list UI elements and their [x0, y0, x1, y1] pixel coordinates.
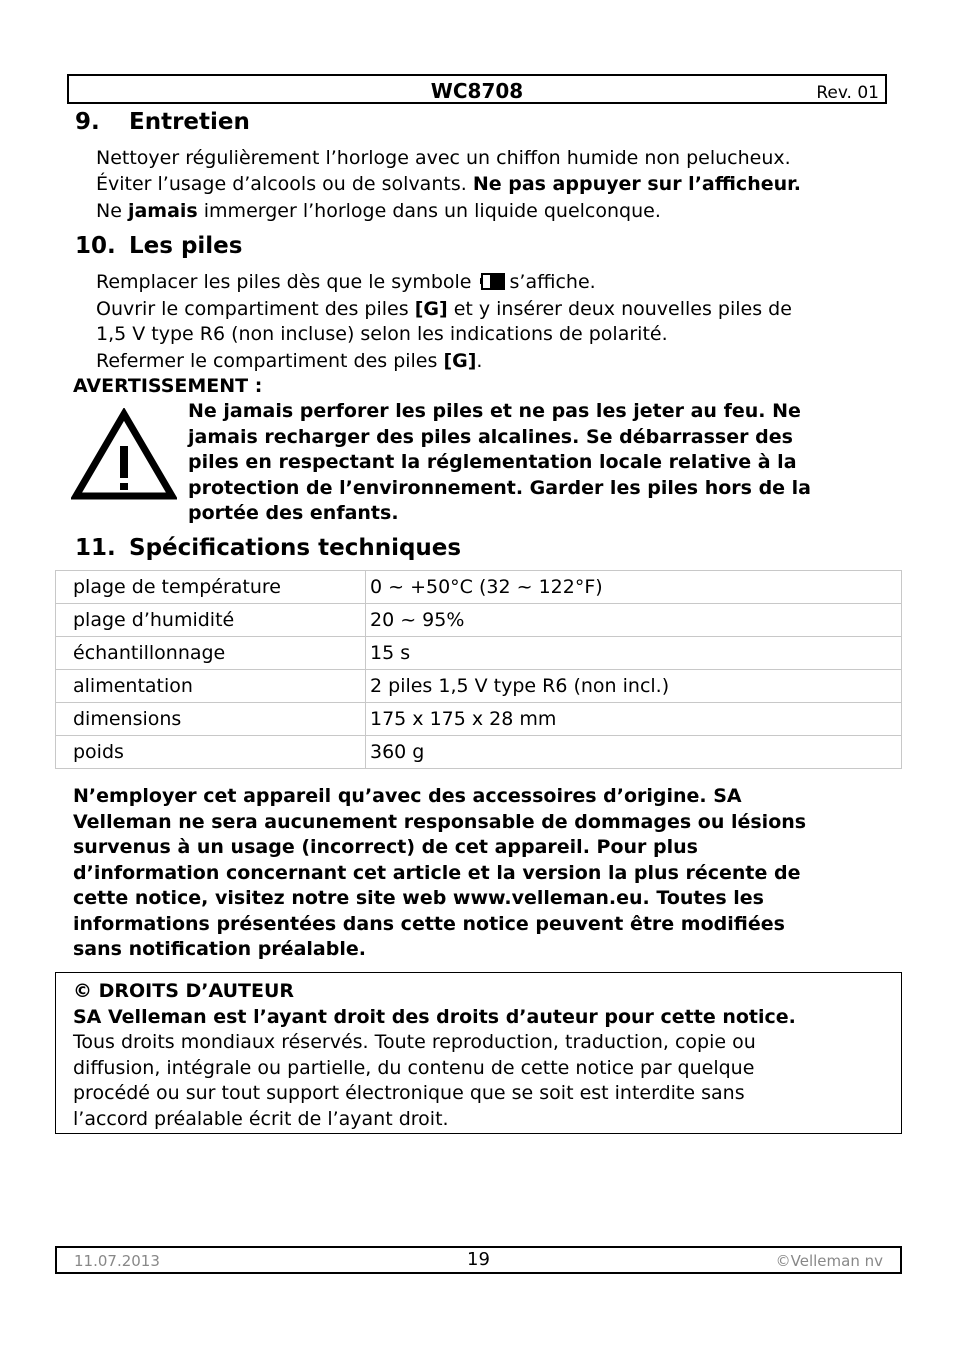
page-number: 19 — [467, 1249, 490, 1270]
specifications-table — [55, 570, 902, 769]
copyright-title: © DROITS D’AUTEUR — [73, 980, 295, 1002]
section-9-line-1: Nettoyer régulièrement l’horloge avec un chiffon humide non pelucheux. — [96, 147, 791, 169]
page-footer — [55, 1246, 902, 1274]
warning-text: Ne jamais perforer les piles et ne pas les jeter au feu. Ne jamais recharger des piles alcalines. Se débarrasser des piles en respectant la réglementation locale relative à la protection de l’environnement. Garder les piles hors de la portée des enfants. — [188, 400, 812, 524]
section-9-heading: 9. Entretien — [75, 109, 250, 135]
footer-copyright: ©Velleman nv — [775, 1252, 883, 1270]
section-10-line-4: Refermer le compartiment des piles [G]. — [96, 350, 483, 372]
table-row: alimentation 2 piles 1,5 V type R6 (non incl.) — [56, 670, 902, 703]
section-10-line-2: Ouvrir le compartiment des piles [G] et y insérer deux nouvelles piles de — [96, 298, 792, 320]
section-9-line-2: Éviter l’usage d’alcools ou de solvants. Ne pas appuyer sur l’afficheur. — [96, 173, 802, 195]
copyright-owner: SA Velleman est l’ayant droit des droits d’auteur pour cette notice. — [73, 1005, 796, 1028]
page-header — [67, 74, 887, 104]
section-11-heading: 11. Spécifications techniques — [75, 535, 462, 561]
section-10-heading: 10. Les piles — [75, 233, 243, 259]
model-number: WC8708 — [430, 79, 524, 103]
warning-triangle-icon — [71, 408, 177, 504]
disclaimer-note: N’employer cet appareil qu’avec des accessoires d’origine. SA Velleman ne sera aucunement responsable de dommages ou lésions survenus à un usage (incorrect) de cet appareil. Pour plus d’information concernant cet article et la version la plus récente de cette notice, visitez notre site web www.velleman.eu. Toutes les informations présentées dans cette notice peuvent être modifiées sans notification préalable. — [73, 785, 807, 960]
table-row: plage d’humidité 20 ~ 95% — [56, 604, 902, 637]
battery-icon — [480, 271, 506, 288]
table-row: plage de température 0 ~ +50°C (32 ~ 122°F) — [56, 571, 902, 604]
section-10-line-1: Remplacer les piles dès que le symbole s’affiche. — [96, 271, 596, 293]
section-10-line-3: 1,5 V type R6 (non incluse) selon les indications de polarité. — [96, 323, 668, 345]
copyright-box: © DROITS D’AUTEUR SA Velleman est l’ayant droit des droits d’auteur pour cette notice. Tous droits mondiaux réservés. Toute reproduction, traduction, copie ou diffusion, intégrale ou partielle, du contenu de cette notice par quelque procédé ou sur tout support électronique que se soit est interdite sans l’accord préalable écrit de l’ayant droit. — [55, 972, 902, 1134]
warning-label: AVERTISSEMENT : — [73, 375, 263, 397]
table-row: poids 360 g — [56, 736, 902, 769]
revision: Rev. 01 — [816, 83, 879, 103]
footer-date: 11.07.2013 — [74, 1252, 160, 1270]
table-row: échantillonnage 15 s — [56, 637, 902, 670]
section-9-line-3: Ne jamais immerger l’horloge dans un liquide quelconque. — [96, 200, 661, 222]
table-row: dimensions 175 x 175 x 28 mm — [56, 703, 902, 736]
